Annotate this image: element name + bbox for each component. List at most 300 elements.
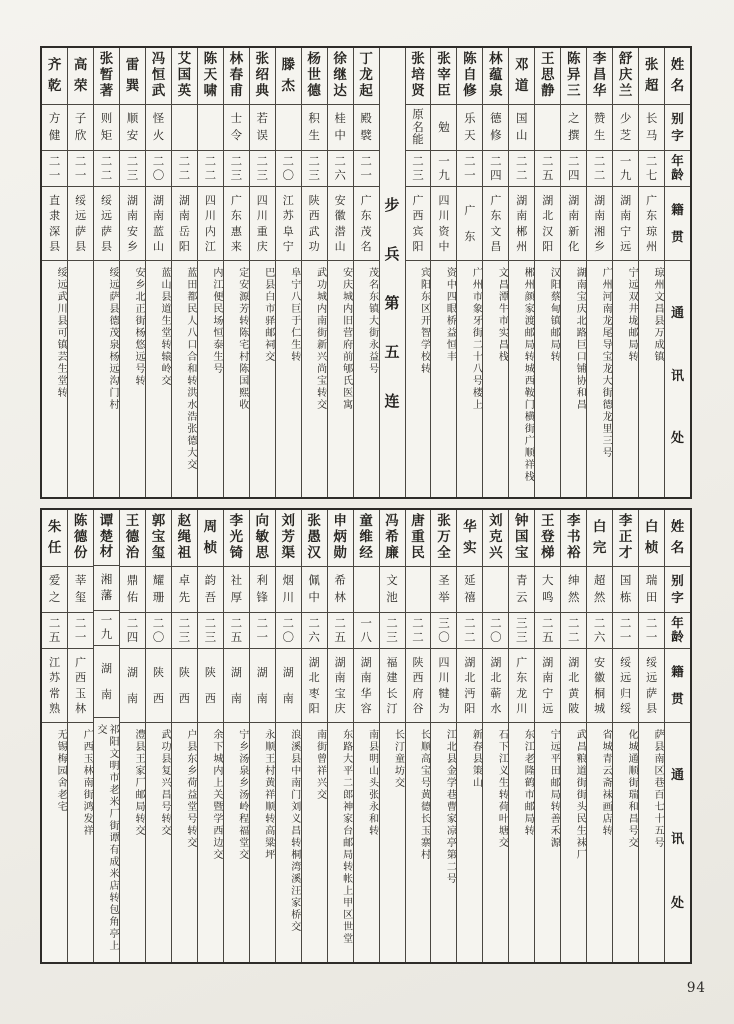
char-glyph: 绥 <box>75 193 87 207</box>
native-place-cell <box>94 187 119 261</box>
courtesy-name-cell <box>561 105 586 151</box>
char-glyph: 二 <box>567 629 580 644</box>
courtesy-name-cell <box>613 567 638 613</box>
native-place-cell <box>172 649 197 723</box>
char-glyph: 远 <box>101 209 113 223</box>
char-glyph: 湖 <box>568 193 580 207</box>
person-column <box>586 48 612 497</box>
char-glyph: 安 <box>334 193 346 207</box>
char-glyph: 天 <box>203 67 218 84</box>
person-name-cell <box>509 510 534 567</box>
char-glyph: 份 <box>73 545 88 562</box>
address-cell: 户县东乡荷益堂号转交 <box>184 729 196 849</box>
char-glyph: 汉 <box>542 224 554 238</box>
char-glyph: 四 <box>256 193 268 207</box>
address-cell: 武功城内南街新兴尚宝转交 <box>314 267 326 411</box>
char-glyph: 中 <box>308 590 320 605</box>
char-glyph: 二 <box>230 154 243 168</box>
char-glyph: 枣 <box>308 686 320 700</box>
courtesy-name-cell <box>613 105 638 151</box>
char-glyph: 莘 <box>74 573 87 588</box>
char-glyph: 德 <box>73 529 88 546</box>
char-glyph: 国 <box>515 529 529 546</box>
char-glyph: 远 <box>75 209 87 223</box>
field-header-cell <box>665 723 690 962</box>
address-cell: 无锡梅园舍老宅 <box>55 729 67 813</box>
age-cell <box>483 151 508 187</box>
native-place-cell <box>224 649 249 723</box>
address-cell: 绥远萨县德茂泉杨远沟门村 <box>107 267 119 411</box>
age-cell <box>587 613 612 649</box>
field-header-column <box>664 48 690 497</box>
char-glyph: 陕 <box>412 655 424 669</box>
char-glyph: 若 <box>256 111 269 126</box>
person-name-cell <box>639 48 664 105</box>
field-header-cell <box>665 649 690 723</box>
person-column <box>482 510 508 962</box>
char-glyph: 杨 <box>307 51 321 68</box>
char-glyph: 二 <box>100 154 113 168</box>
person-column <box>223 510 249 962</box>
person-name-cell <box>94 510 119 566</box>
char-glyph: 〇 <box>282 629 294 644</box>
char-glyph: 天 <box>464 128 476 143</box>
char-glyph: 一 <box>464 167 476 182</box>
char-glyph: 士 <box>230 111 243 126</box>
char-glyph: 连 <box>384 392 400 410</box>
char-glyph: 建 <box>386 671 398 685</box>
char-glyph: 新 <box>568 224 580 238</box>
char-glyph: 湖 <box>490 655 502 669</box>
char-glyph: 李 <box>618 513 633 530</box>
char-glyph: 龙 <box>359 67 373 84</box>
char-glyph: 北 <box>308 671 320 685</box>
char-glyph: 张 <box>307 513 321 530</box>
char-glyph: 广 <box>412 193 424 207</box>
char-glyph: 陈 <box>73 513 88 530</box>
address-cell: 广西玉林南街鸿发祥 <box>81 729 93 837</box>
char-glyph: 二 <box>567 616 580 630</box>
courtesy-name-cell <box>146 567 171 613</box>
courtesy-name-cell <box>639 105 664 151</box>
char-glyph: 王 <box>125 513 140 530</box>
courtesy-name-cell <box>457 567 482 613</box>
char-glyph: 名 <box>670 539 685 556</box>
native-place-cell <box>406 649 431 723</box>
char-glyph: 萨 <box>101 224 113 238</box>
native-place-cell <box>42 649 67 723</box>
char-glyph: 向 <box>255 513 270 530</box>
char-glyph: 维 <box>359 529 373 546</box>
char-glyph: 爱 <box>48 573 61 588</box>
char-glyph: 川 <box>256 209 268 223</box>
char-glyph: 泉 <box>489 83 503 100</box>
char-glyph: 庆 <box>618 67 633 84</box>
char-glyph: 广 <box>490 193 502 207</box>
person-name-cell <box>587 48 612 105</box>
person-column <box>197 48 223 497</box>
char-glyph: 安 <box>594 655 606 669</box>
char-glyph: 然 <box>593 590 606 605</box>
char-glyph: 丁 <box>359 51 373 68</box>
char-glyph: 国 <box>516 111 528 126</box>
char-glyph: 愚 <box>307 529 321 546</box>
char-glyph: 州 <box>646 240 658 254</box>
char-glyph: 湖 <box>282 666 294 679</box>
age-cell <box>561 613 586 649</box>
char-glyph: 府 <box>412 686 424 700</box>
char-glyph: 华 <box>360 686 372 700</box>
char-glyph: 四 <box>490 167 502 182</box>
char-glyph: 阳 <box>542 240 554 254</box>
char-glyph: 隶 <box>49 209 61 223</box>
native-place-cell <box>457 649 482 723</box>
char-glyph: 龄 <box>671 167 684 183</box>
char-glyph: 湖 <box>542 193 554 207</box>
field-header-cell <box>665 261 690 497</box>
char-glyph: 三 <box>386 629 398 644</box>
native-place-cell <box>406 187 431 261</box>
char-glyph: 栋 <box>619 590 632 605</box>
courtesy-name-cell <box>120 567 145 613</box>
char-glyph: 三 <box>204 629 217 644</box>
char-glyph: 西 <box>204 692 216 705</box>
courtesy-name-cell <box>406 105 431 151</box>
courtesy-name-cell <box>224 105 249 151</box>
char-glyph: 刘 <box>489 513 503 530</box>
roster-table-top <box>40 46 692 499</box>
char-glyph: 希 <box>385 529 399 546</box>
char-glyph: 琼 <box>646 224 658 238</box>
person-column <box>508 510 534 962</box>
char-glyph: 火 <box>152 128 165 143</box>
char-glyph: 陈 <box>203 51 218 68</box>
char-glyph: 六 <box>334 167 346 182</box>
char-glyph: 五 <box>384 343 400 361</box>
courtesy-name-cell <box>354 105 379 151</box>
char-glyph: 顺 <box>126 111 139 126</box>
char-glyph: 郴 <box>516 224 528 238</box>
courtesy-name-cell <box>561 567 586 613</box>
age-cell <box>380 613 405 649</box>
address-cell: 琼州文昌县万成镇 <box>652 267 664 363</box>
char-glyph: 池 <box>386 590 398 605</box>
courtesy-name-cell <box>328 567 353 613</box>
courtesy-name-cell <box>535 105 560 151</box>
char-glyph: 卓 <box>178 573 191 588</box>
char-glyph: 直 <box>49 193 61 207</box>
char-glyph: 年 <box>671 153 684 169</box>
person-name-cell <box>146 510 171 567</box>
char-glyph: 宁 <box>282 240 294 254</box>
address-cell: 萨县南区巷百七十五号 <box>652 729 664 849</box>
char-glyph: 绅 <box>567 573 580 588</box>
char-glyph: 乾 <box>47 77 62 94</box>
person-name-cell <box>535 510 560 567</box>
char-glyph: 一 <box>645 629 658 644</box>
person-column <box>327 510 353 962</box>
char-glyph: 王 <box>541 513 555 530</box>
address-cell: 石下江义生转荷叶塘交 <box>496 729 508 849</box>
char-glyph: 方 <box>48 111 61 126</box>
person-column <box>42 48 67 497</box>
page-number: 94 <box>686 980 706 996</box>
char-glyph: 化 <box>568 240 580 254</box>
age-cell <box>120 613 145 649</box>
char-glyph: 一 <box>256 629 269 644</box>
address-cell: 南街曾祥兴交 <box>314 729 326 801</box>
person-name-cell <box>535 48 560 105</box>
char-glyph: 李 <box>229 513 244 530</box>
address-cell: 蓝山县道生堂转辕岭交 <box>158 267 170 387</box>
char-glyph: 玺 <box>74 590 87 605</box>
char-glyph: 吾 <box>204 590 217 605</box>
char-glyph: 远 <box>646 671 658 685</box>
char-glyph: 四 <box>567 167 580 182</box>
char-glyph: 实 <box>463 539 477 556</box>
char-glyph: 宰 <box>437 67 451 84</box>
address-cell: 广州市象牙街二十八号楼上 <box>470 267 482 411</box>
native-place-cell <box>535 649 560 723</box>
native-place-cell <box>224 187 249 261</box>
char-glyph: 绳 <box>177 529 192 546</box>
char-glyph: 汀 <box>386 702 398 716</box>
courtesy-name-cell <box>509 105 534 151</box>
courtesy-name-cell <box>224 567 249 613</box>
char-glyph: 犍 <box>438 686 450 700</box>
char-glyph: 二 <box>542 154 554 168</box>
char-glyph: 姓 <box>670 56 685 73</box>
person-column <box>586 510 612 962</box>
char-glyph: 第 <box>384 294 400 312</box>
char-glyph: 德 <box>125 529 140 546</box>
char-glyph: 南 <box>127 209 138 223</box>
address-cell: 宁远平田邮局转善禾源 <box>548 729 560 849</box>
char-glyph: 二 <box>386 616 398 630</box>
char-glyph: 烟 <box>282 573 294 588</box>
char-glyph: 大 <box>542 573 554 588</box>
person-name-cell <box>561 510 586 567</box>
char-glyph: 林 <box>489 51 503 68</box>
char-glyph: 阳 <box>412 240 424 254</box>
char-glyph: 王 <box>541 51 555 68</box>
char-glyph: 为 <box>438 702 450 716</box>
char-glyph: 北 <box>568 671 580 685</box>
address-cell: 资中四眼桥益恒丰 <box>444 267 456 363</box>
person-column <box>353 48 379 497</box>
char-glyph: 梯 <box>541 545 555 562</box>
char-glyph: 处 <box>671 431 685 446</box>
age-cell <box>354 613 379 649</box>
native-place-cell <box>302 649 327 723</box>
native-place-cell <box>639 187 664 261</box>
native-place-cell <box>120 187 145 261</box>
char-glyph: 陕 <box>204 666 216 679</box>
char-glyph: 广 <box>360 193 372 207</box>
char-glyph: 绥 <box>101 193 113 207</box>
char-glyph: 裕 <box>566 545 581 562</box>
address-cell: 宾阳东区开智学校转 <box>418 267 430 375</box>
char-glyph: 姓 <box>670 518 685 535</box>
char-glyph: 赵 <box>177 513 192 530</box>
char-glyph: 珊 <box>152 590 165 605</box>
char-glyph: 治 <box>125 545 140 562</box>
person-name-cell <box>406 510 431 567</box>
char-glyph: 四 <box>438 655 450 669</box>
char-glyph: 瑞 <box>645 573 658 588</box>
char-glyph: 北 <box>490 671 502 685</box>
char-glyph: 潜 <box>334 224 346 238</box>
person-name-cell <box>68 510 93 567</box>
char-glyph: 讯 <box>671 368 685 384</box>
char-glyph: 德 <box>307 83 321 100</box>
address-cell: 东江老隆鹤市邮局转 <box>522 729 534 837</box>
char-glyph: 西 <box>75 671 87 685</box>
address-cell: 余下城内上关暨学西边交 <box>210 729 222 861</box>
char-glyph: 西 <box>412 671 424 685</box>
age-cell <box>431 151 456 187</box>
char-glyph: 东 <box>230 209 242 223</box>
char-glyph: 全 <box>437 545 451 562</box>
age-cell <box>198 613 223 649</box>
char-glyph: 湖 <box>542 655 554 669</box>
address-cell: 安庆城内旧营府前郇氏医寓 <box>340 267 352 411</box>
char-glyph: 德 <box>490 111 502 126</box>
char-glyph: 二 <box>126 616 139 630</box>
person-name-cell <box>587 510 612 567</box>
char-glyph: 鼎 <box>126 573 139 588</box>
person-name-cell <box>120 510 145 567</box>
age-cell <box>561 151 586 187</box>
age-cell <box>250 151 275 187</box>
char-glyph: 欣 <box>74 128 87 143</box>
char-glyph: 桂 <box>334 111 346 126</box>
person-column <box>93 48 119 497</box>
char-glyph: 周 <box>203 518 218 535</box>
courtesy-name-cell <box>302 567 327 613</box>
courtesy-name-cell <box>328 105 353 151</box>
char-glyph: 耀 <box>152 573 165 588</box>
char-glyph: 苏 <box>49 671 61 685</box>
address-cell: 武功县复兴昌号转交 <box>158 729 170 837</box>
char-glyph: 子 <box>74 111 87 126</box>
person-name-cell <box>354 48 379 105</box>
char-glyph: 先 <box>178 590 191 605</box>
char-glyph: 林 <box>229 51 244 68</box>
address-cell: 长顺高宝号黄德长玉寨村 <box>418 729 430 861</box>
person-name-cell <box>198 48 223 105</box>
person-name-cell <box>483 510 508 567</box>
char-glyph: 襞 <box>360 128 372 143</box>
char-glyph: 英 <box>177 83 192 100</box>
char-glyph: 九 <box>100 626 113 641</box>
char-glyph: 华 <box>592 83 607 100</box>
char-glyph: 恒 <box>151 67 166 84</box>
char-glyph: 三 <box>516 616 528 630</box>
char-glyph: 蕴 <box>489 67 503 84</box>
char-glyph: 张 <box>437 51 451 68</box>
person-column <box>119 510 145 962</box>
char-glyph: 九 <box>438 167 450 182</box>
char-glyph: 勋 <box>333 545 347 562</box>
char-glyph: 徽 <box>594 671 606 685</box>
person-column <box>482 48 508 497</box>
char-glyph: 原 <box>412 107 424 122</box>
courtesy-name-cell <box>68 105 93 151</box>
char-glyph: 刘 <box>281 513 295 530</box>
char-glyph: 资 <box>438 224 450 238</box>
char-glyph: 二 <box>48 616 61 630</box>
courtesy-name-cell <box>42 567 67 613</box>
address-cell: 省城青云斋袜画店转 <box>600 729 612 837</box>
field-header-cell <box>665 187 690 261</box>
char-glyph: 南 <box>178 209 190 223</box>
char-glyph: 龙 <box>516 686 528 700</box>
char-glyph: 祖 <box>177 545 192 562</box>
age-cell <box>639 613 664 649</box>
age-cell <box>587 151 612 187</box>
char-glyph: 南 <box>256 692 268 705</box>
char-glyph: 二 <box>412 616 424 630</box>
native-place-cell <box>250 649 275 723</box>
age-cell <box>68 613 93 649</box>
person-name-cell <box>457 48 482 105</box>
char-glyph: 藩 <box>100 588 113 603</box>
char-glyph: 超 <box>644 77 659 94</box>
person-column <box>456 510 482 962</box>
person-column <box>612 510 638 962</box>
courtesy-name-cell <box>94 566 119 611</box>
person-column <box>534 510 560 962</box>
courtesy-name-cell <box>431 105 456 151</box>
person-column <box>301 48 327 497</box>
char-glyph: 四 <box>438 193 450 207</box>
char-glyph: 渠 <box>281 545 295 562</box>
char-glyph: 广 <box>516 655 528 669</box>
char-glyph: 二 <box>464 616 476 630</box>
char-glyph: 芳 <box>281 529 295 546</box>
char-glyph: 超 <box>593 573 606 588</box>
char-glyph: 四 <box>126 629 139 644</box>
char-glyph: 南 <box>152 209 164 223</box>
char-glyph: 江 <box>49 655 61 669</box>
char-glyph: 完 <box>592 539 607 556</box>
char-glyph: 申 <box>333 513 347 530</box>
char-glyph: 楚 <box>99 528 114 545</box>
courtesy-name-cell <box>276 567 301 613</box>
char-glyph: 乡 <box>594 240 606 254</box>
char-glyph: 二 <box>516 167 528 182</box>
age-cell <box>639 151 664 187</box>
address-cell: 安乡北正街杨悠远号转 <box>132 267 144 387</box>
age-cell <box>431 613 456 649</box>
native-place-cell <box>250 187 275 261</box>
char-glyph: 东 <box>646 209 658 223</box>
char-glyph: 三 <box>308 167 320 182</box>
char-glyph: 宝 <box>334 686 346 700</box>
person-name-cell <box>94 48 119 105</box>
char-glyph: 二 <box>74 154 87 168</box>
field-header-column <box>664 510 690 962</box>
char-glyph: 二 <box>464 154 476 168</box>
char-glyph: 谷 <box>412 702 424 716</box>
char-glyph: 二 <box>178 616 191 630</box>
address-cell: 浪溪县中南门刘义昌转桐湾溪汪家桥交 <box>288 729 300 933</box>
char-glyph: 别 <box>671 572 684 588</box>
native-place-cell <box>276 649 301 723</box>
char-glyph: 桐 <box>594 686 606 700</box>
char-glyph: 炳 <box>333 529 347 546</box>
